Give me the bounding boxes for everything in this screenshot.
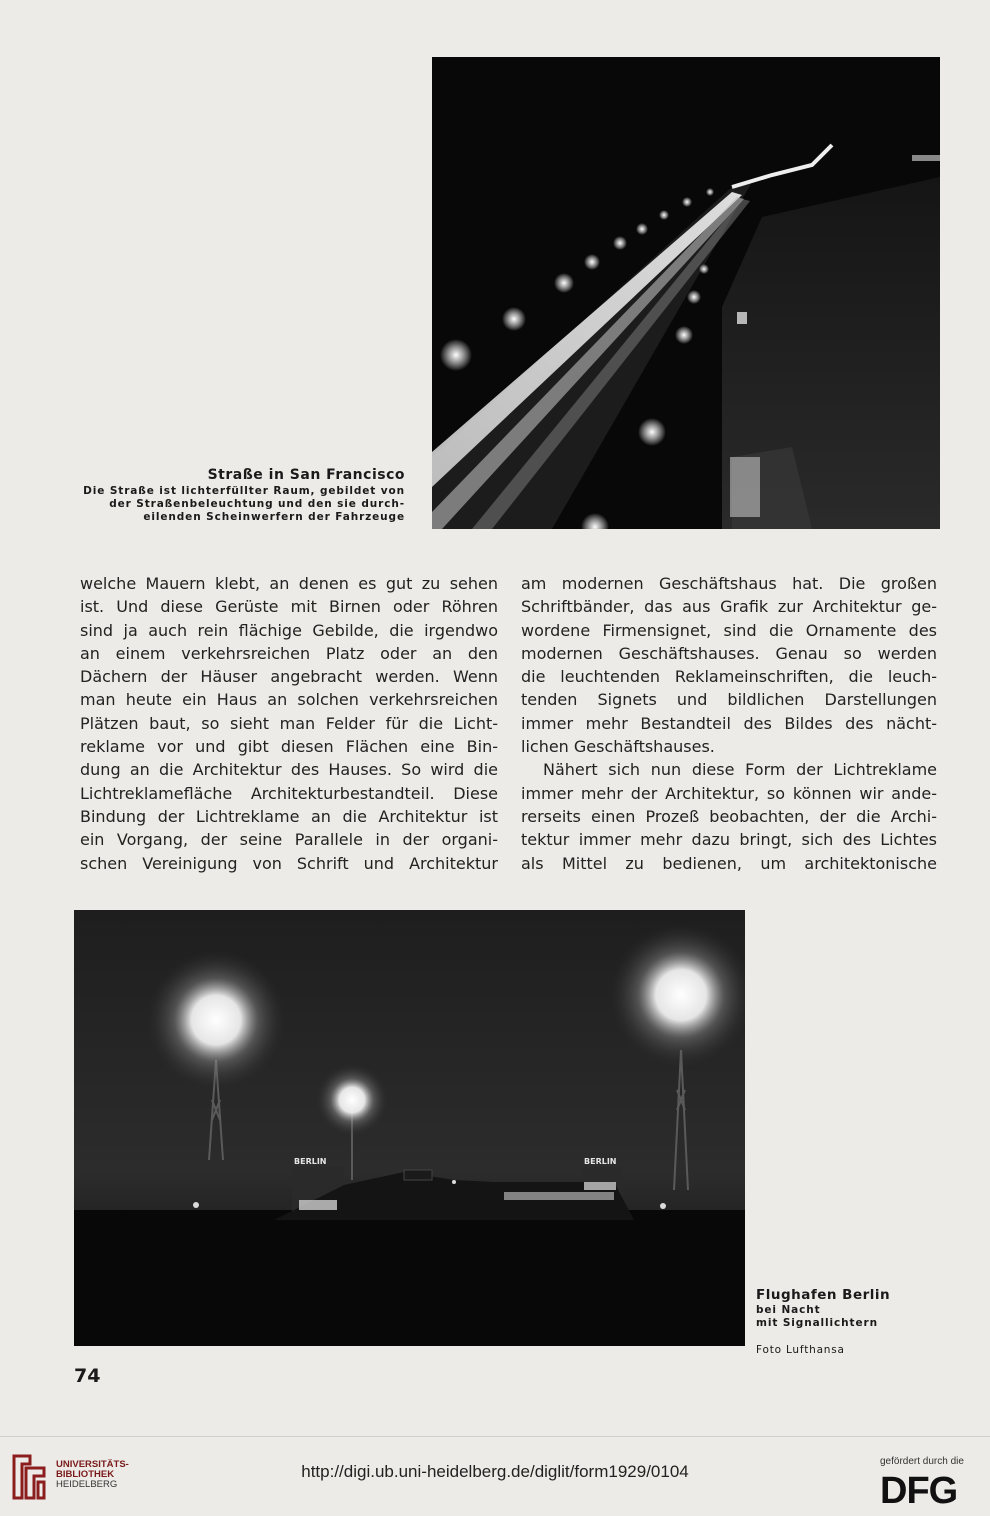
caption-line: mit Signallichtern [756, 1317, 878, 1329]
text-line: immer mehr der Architektur, so können wir ande- [521, 783, 937, 803]
text-line: wordene Firmensignet, sind die Ornamente des [521, 620, 937, 640]
text-line: rerseits einen Prozeß beobachten, der die Archi- [521, 806, 937, 826]
caption-line: bei Nacht [756, 1304, 821, 1316]
caption-line: der Straßenbeleuchtung und den sie durch- [109, 498, 405, 510]
text-line: als Mittel zu bedienen, um architektonische [521, 853, 937, 873]
text-line: am modernen Geschäftshaus hat. Die großen [521, 574, 937, 593]
dfg-logo: DFG [880, 1470, 958, 1512]
source-url-link[interactable]: http://digi.ub.uni-heidelberg.de/diglit/form1929/0104 [301, 1462, 689, 1481]
caption-title: Straße in San Francisco [207, 467, 405, 483]
sign-berlin-left: BERLIN [294, 1157, 327, 1166]
text-line: Schriftbänder, das aus Grafik zur Architektur ge- [521, 597, 937, 617]
caption-berlin-airport [756, 1287, 956, 1330]
text-line: Plätzen baut, so sieht man Felder für die Licht- [80, 713, 498, 733]
text-line: ist. Und diese Gerüste mit Birnen oder Röhren [80, 597, 498, 617]
photo-credit: Foto Lufthansa [756, 1344, 845, 1356]
text-line: tenden Signets und bildlichen Darstellungen [521, 690, 937, 710]
funding-label: gefördert durch die [880, 1456, 964, 1467]
caption-san-francisco [60, 467, 405, 524]
text-line: Nähert sich nun diese Form der Lichtreklame [543, 760, 937, 780]
library-line: UNIVERSITÄTS- [56, 1459, 129, 1470]
text-line: an einem verkehrsreichen Platz oder an den [80, 643, 498, 663]
text-line: welche Mauern klebt, an denen es gut zu sehen [80, 574, 498, 593]
text-line: die leuchtenden Reklameinschriften, die leuch- [521, 667, 937, 687]
sign-berlin-right: BERLIN [584, 1157, 617, 1166]
text-line: immer mehr Bestandteil des Bildes des nächt- [521, 713, 937, 733]
text-line: Dächern der Häuser angebracht werden. Wenn [80, 667, 498, 687]
text-line: schen Vereinigung von Schrift und Architektur [80, 853, 498, 873]
airport-night-illustration [74, 910, 745, 1346]
street-night-illustration [432, 57, 940, 529]
body-column-right [521, 572, 937, 875]
body-column-left [80, 572, 498, 875]
text-line: ein Vorgang, der seine Parallele in der organi- [80, 830, 498, 850]
footer-divider [0, 1436, 990, 1437]
photo-berlin-airport [74, 910, 745, 1346]
library-line: HEIDELBERG [56, 1479, 118, 1490]
caption-line: Die Straße ist lichterfüllter Raum, gebildet von [83, 485, 405, 497]
text-line: Bindung der Lichtreklame an die Architektur ist [80, 806, 498, 826]
caption-title: Flughafen Berlin [756, 1287, 891, 1303]
text-line: modernen Geschäftshauses. Genau so werden [521, 643, 937, 663]
text-line: sind ja auch rein flächige Gebilde, die irgendwo [80, 620, 498, 640]
page-number: 74 [74, 1365, 101, 1387]
library-line: BIBLIOTHEK [56, 1469, 115, 1480]
text-line: reklame vor und gibt diesen Flächen eine Bin- [80, 737, 498, 757]
photo-san-francisco-street [432, 57, 940, 529]
text-line: lichen Geschäftshauses. [521, 737, 715, 757]
caption-line: eilenden Scheinwerfern der Fahrzeuge [143, 511, 405, 523]
text-line: man heute ein Haus an solchen verkehrsreichen [80, 690, 498, 710]
text-line: dung an die Architektur des Hauses. So wird die [80, 760, 498, 780]
text-line: Lichtreklamefläche Architekturbestandteil. Diese [80, 783, 498, 803]
text-line: tektur immer mehr dazu bringt, sich des Lichtes [521, 830, 937, 850]
